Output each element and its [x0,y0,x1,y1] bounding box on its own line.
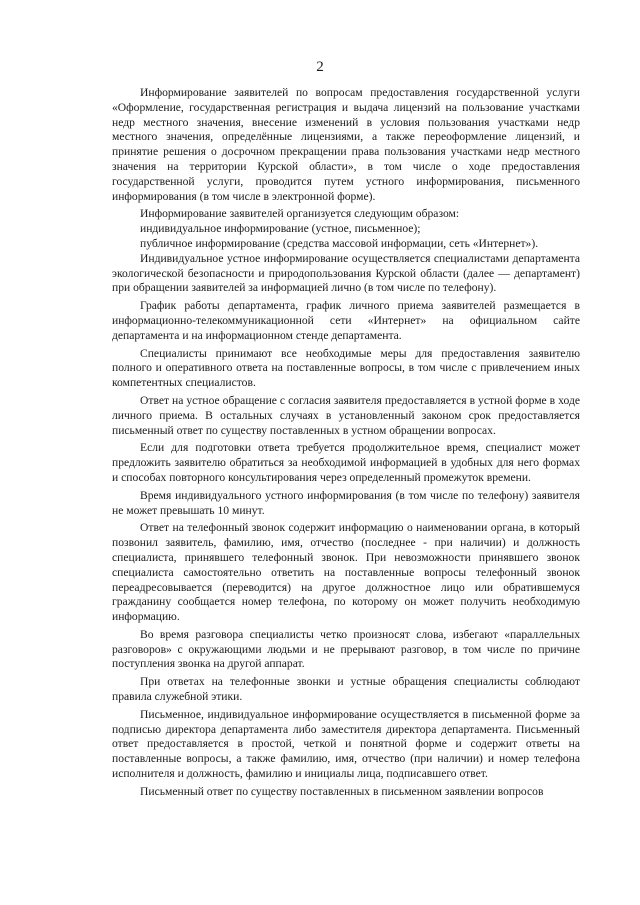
paragraph-conversation: Во время разговора специалисты четко произносят слова, избегают «параллельных разговоров» с окружающими людьми и не прерывают разговор, в том числе по причине поступления звонка на другой аппарат. [112,627,580,671]
paragraph-oral-answer: Ответ на устное обращение с согласия заявителя предоставляется в устной форме в ходе личного приема. В остальных случаях в установленный законом срок предоставляется письменный ответ по существу поставленных в устном обращении вопросах. [112,393,580,437]
paragraph-public-type: публичное информирование (средства массовой информации, сеть «Интернет»). [140,236,539,250]
paragraph-time-limit: Время индивидуального устного информирования (в том числе по телефону) заявителя не может превышать 10 минут. [112,488,580,517]
paragraph-schedule: График работы департамента, график личного приема заявителей размещается в информационно-телекоммуникационной сети «Интернет» на официальном сайте департамента и на информационном стенде департамента. [112,299,580,342]
paragraph-phone-answer: Ответ на телефонный звонок содержит информацию о наименовании органа, в который позвонил заявитель, фамилию, имя, отчество (последнее - при наличии) и должность специалиста, принявшего телефонный звонок. При невозможности принявшего звонок специалиста самостоятельно ответить на поставленные вопросы телефонный звонок переадресовывается (переводится) на другое должностное лицо или обратившемуся гражданину сообщается номер телефона, по которому он может получить необходимую информацию. [112,521,580,624]
paragraph-ethics: При ответах на телефонные звонки и устные обращения специалисты соблюдают правила служебной этики. [112,675,580,704]
paragraph-individual-type: индивидуальное информирование (устное, письменное); [140,222,421,236]
paragraph-specialists-measures: Специалисты принимают все необходимые меры для предоставления заявителю полного и оперативного ответа на поставленные вопросы, в том числе с привлечением иных компетентных специалистов. [112,346,580,390]
paragraph-long-preparation: Если для подготовки ответа требуется продолжительное время, специалист может предложить заявителю обратиться за необходимой информацией в удобных для него формах и способах повторного консультирования через определенный промежуток времени. [112,441,580,484]
paragraph-organization: Информирование заявителей организуется следующим образом: [140,207,460,221]
paragraph-oral-informing: Индивидуальное устное информирование осуществляется специалистами департамента экологической безопасности и природопользования Курской области (далее — департамент) при обращении заявителей за информацией лично (в том числе по телефону). [112,251,580,295]
document-body [112,86,580,803]
paragraph-written-answer: Письменный ответ по существу поставленных в письменном заявлении вопросов [140,784,544,798]
paragraph-informing-intro: Информирование заявителей по вопросам предоставления государственной услуги «Оформление, государственная регистрация и выдача лицензий на пользование участками недр местного значения, внесение изменений в условия пользования участками недр местного значения, определённые лицензиями, а также переоформление лицензий, и принятие решения о досрочном прекращении права пользования участками недр местного значения на территории Курской области», в том числе о ходе предоставления государственной услуги, проводится путем устного информирования, письменного информирования (в том числе в электронной форме). [112,86,580,203]
paragraph-written-informing: Письменное, индивидуальное информирование осуществляется в письменной форме за подписью директора департамента либо заместителя директора департамента. Письменный ответ предоставляется в простой, четкой и понятной форме и содержит ответы на поставленные вопросы, а также фамилию, имя, отчество (при наличии) и номер телефона исполнителя и должность, фамилию и инициалы лица, подписавшего ответ. [112,707,580,781]
page-number: 2 [316,59,324,75]
